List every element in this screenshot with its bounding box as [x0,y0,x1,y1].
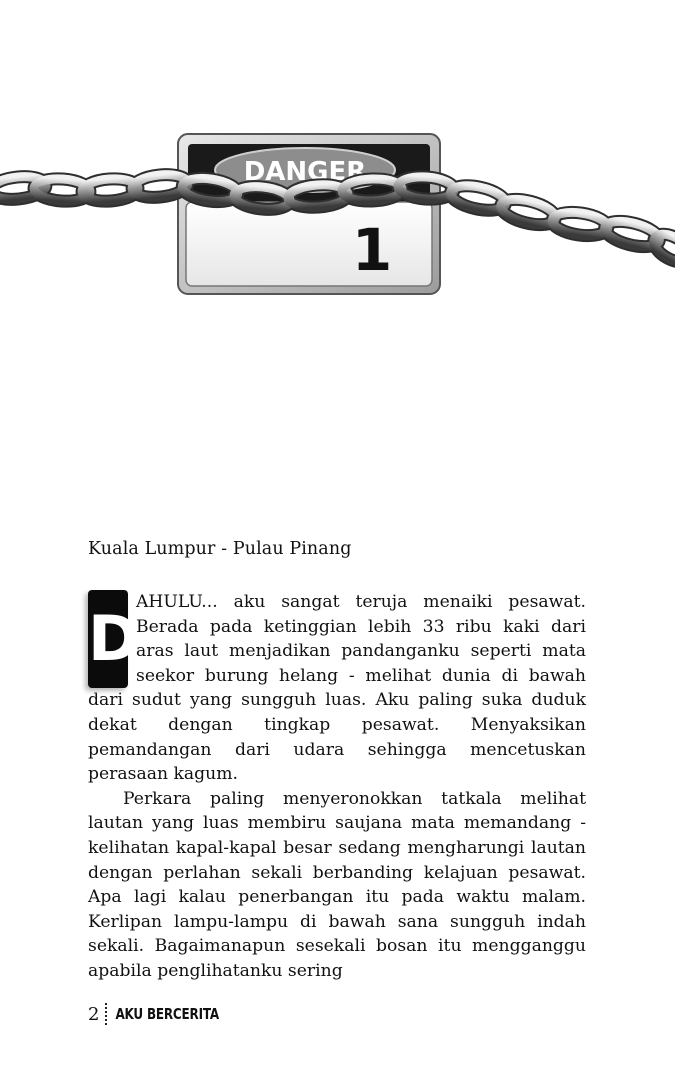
sign-label: DANGER [243,157,367,187]
running-title: AKU BERCERITA [115,1005,219,1023]
chapter-number: 1 [351,216,393,284]
footer-divider [105,1003,107,1025]
paragraph-1 [88,590,586,787]
chapter-subtitle: Kuala Lumpur - Pulau Pinang [88,539,352,559]
chapter-illustration [0,120,675,320]
danger-sign [178,134,440,294]
chapter-body [88,590,586,984]
page-footer [88,1003,219,1025]
drop-cap: D [88,590,128,688]
paragraph-1-text: AHULU... aku sangat teruja menaiki pesawat. Berada pada ketinggian lebih 33 ribu kaki dari aras laut menjadikan pandanganku seperti mata seekor burung helang - melihat dunia di bawah dari sudut yang sungguh luas. Aku paling suka duduk dekat dengan tingkap pesawat. Menyaksikan pemandangan dari udara sehingga mencetuskan perasaan kagum. [88,592,586,785]
paragraph-2: Perkara paling menyeronokkan tatkala melihat lautan yang luas membiru saujana mata memandang - kelihatan kapal-kapal besar sedang mengharungi lautan dengan perlahan sekali berbanding kelajuan pesawat. Apa lagi kalau penerbangan itu pada waktu malam. Kerlipan lampu-lampu di bawah sana sungguh indah sekali. Bagaimanapun sesekali bosan itu mengganggu apabila penglihatanku sering [88,788,586,981]
page-number: 2 [88,1003,100,1025]
